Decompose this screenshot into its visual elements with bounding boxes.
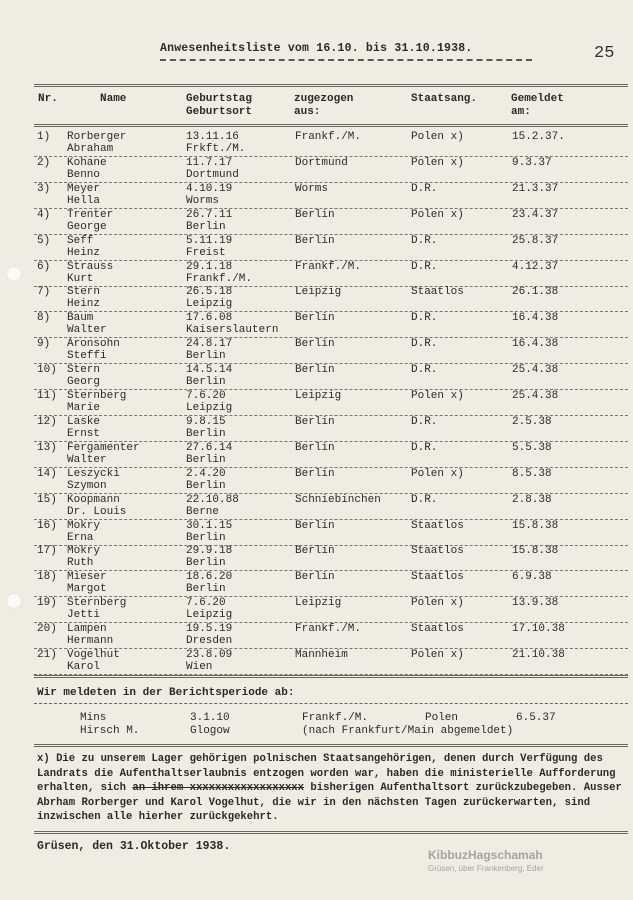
nationality: D.R. bbox=[411, 182, 438, 195]
firstname: Ruth bbox=[67, 557, 94, 570]
moved-from: Berlin bbox=[295, 467, 335, 480]
nationality: D.R. bbox=[411, 312, 438, 325]
firstname: Heinz bbox=[67, 246, 101, 259]
row-number: 17) bbox=[37, 545, 57, 558]
nationality: Staatlos bbox=[411, 545, 464, 558]
birthplace: Berlin bbox=[186, 479, 226, 492]
column-header-registered: Gemeldet am: bbox=[511, 93, 564, 118]
birthplace: Freist bbox=[186, 246, 226, 259]
table-top-rule bbox=[34, 84, 628, 87]
table-row bbox=[0, 312, 633, 338]
row-number: 6) bbox=[37, 260, 51, 273]
moved-from: Frankf./M. bbox=[295, 623, 362, 636]
firstname: Heinz bbox=[67, 298, 101, 311]
nationality: Staatlos bbox=[411, 519, 464, 532]
birthdate: 7.6.20 bbox=[186, 390, 226, 402]
moved-from: Berlin bbox=[295, 519, 335, 532]
table-row bbox=[0, 338, 633, 364]
nationality: Staatlos bbox=[411, 571, 464, 584]
table-bottom-rule bbox=[34, 675, 628, 678]
registered-date: 17.10.38 bbox=[512, 623, 565, 636]
birthdate: 7.6.20 bbox=[186, 597, 226, 610]
table-row bbox=[0, 209, 633, 235]
surname: Leszycki bbox=[67, 467, 120, 480]
firstname: Hella bbox=[67, 194, 101, 207]
birthdate: 11.7.17 bbox=[186, 156, 233, 169]
moved-from: Berlin bbox=[295, 545, 335, 558]
firstname: Steffi bbox=[67, 350, 107, 363]
birthplace: Dresden bbox=[186, 635, 233, 648]
row-number: 5) bbox=[37, 234, 51, 247]
table-row bbox=[0, 390, 633, 416]
registered-date: 16.4.38 bbox=[512, 312, 559, 325]
moved-from: Berlin bbox=[295, 338, 335, 351]
surname: Kohane bbox=[67, 156, 107, 169]
nationality: Polen x) bbox=[411, 390, 464, 402]
firstname: Karol bbox=[67, 661, 101, 673]
row-number: 18) bbox=[37, 571, 57, 584]
row-number: 4) bbox=[37, 208, 51, 221]
firstname: Jetti bbox=[67, 609, 101, 622]
moved-from: Berlin bbox=[295, 415, 335, 428]
birthdate: 9.8.15 bbox=[186, 415, 226, 428]
table-row bbox=[0, 571, 633, 597]
birthdate: 29.1.18 bbox=[186, 260, 233, 273]
birthplace: Berlin bbox=[186, 453, 226, 466]
birthdate: 26.5.18 bbox=[186, 286, 233, 299]
row-number: 20) bbox=[37, 623, 57, 636]
registered-date: 4.12.37 bbox=[512, 260, 559, 273]
surname: Strauss bbox=[67, 260, 114, 273]
birthplace: Berlin bbox=[186, 583, 226, 596]
table-row bbox=[0, 545, 633, 571]
departure-registered: 6.5.37 bbox=[516, 712, 556, 724]
row-number: 21) bbox=[37, 649, 57, 661]
moved-from: Berlin bbox=[295, 441, 335, 454]
table-row bbox=[0, 468, 633, 494]
moved-from: Berlin bbox=[295, 208, 335, 221]
moved-from: Berlin bbox=[295, 234, 335, 247]
moved-from: Berlin bbox=[295, 364, 335, 377]
nationality: Polen x) bbox=[411, 649, 464, 661]
table-row bbox=[0, 494, 633, 520]
departure-nationality: Polen bbox=[425, 712, 459, 724]
nationality: Polen x) bbox=[411, 597, 464, 610]
registered-date: 25.4.38 bbox=[512, 364, 559, 377]
row-number: 10) bbox=[37, 364, 57, 377]
birthplace: Berlin bbox=[186, 376, 226, 389]
surname: Stern bbox=[67, 286, 101, 299]
registered-date: 26.1.38 bbox=[512, 286, 559, 299]
column-header-birth: Geburtstag Geburtsort bbox=[186, 93, 253, 118]
birthdate: 17.6.08 bbox=[186, 312, 233, 325]
departure-birthplace: Glogow bbox=[190, 725, 230, 737]
birthdate: 18.6.20 bbox=[186, 571, 233, 584]
birthplace: Kaiserslautern bbox=[186, 324, 279, 337]
nationality: D.R. bbox=[411, 493, 438, 506]
surname: Seff bbox=[67, 234, 94, 247]
surname: Trenter bbox=[67, 208, 114, 221]
row-number: 16) bbox=[37, 519, 57, 532]
nationality: D.R. bbox=[411, 415, 438, 428]
table-row bbox=[0, 520, 633, 546]
moved-from: Dortmund bbox=[295, 156, 348, 169]
firstname: Marie bbox=[67, 402, 101, 414]
table-row bbox=[0, 442, 633, 468]
footnote-struck-text: an ihrem xxxxxxxxxxxxxxxxxx bbox=[132, 782, 305, 794]
moved-from: Schniebinchen bbox=[295, 493, 381, 506]
birthdate: 22.10.88 bbox=[186, 493, 239, 506]
row-number: 15) bbox=[37, 493, 57, 506]
nationality: D.R. bbox=[411, 441, 438, 454]
firstname: Walter bbox=[67, 453, 107, 466]
surname: Baum bbox=[67, 312, 94, 325]
surname: Mokry bbox=[67, 519, 101, 532]
birthdate: 13.11.16 bbox=[186, 131, 239, 143]
moved-from: Frankf./M. bbox=[295, 260, 362, 273]
footnote bbox=[37, 752, 629, 825]
surname: Aronsohn bbox=[67, 338, 120, 351]
registered-date: 21.3.37 bbox=[512, 182, 559, 195]
registered-date: 21.10.38 bbox=[512, 649, 565, 661]
table-row bbox=[0, 286, 633, 312]
moved-from: Leipzig bbox=[295, 597, 342, 610]
birthdate: 24.8.17 bbox=[186, 338, 233, 351]
row-number: 2) bbox=[37, 156, 51, 169]
table-row bbox=[0, 597, 633, 623]
birthplace: Berlin bbox=[186, 557, 226, 570]
surname: Sternberg bbox=[67, 597, 127, 610]
surname: Stern bbox=[67, 364, 101, 377]
table-row bbox=[0, 183, 633, 209]
firstname: Georg bbox=[67, 376, 101, 389]
moved-from: Berlin bbox=[295, 571, 335, 584]
surname: Meyer bbox=[67, 182, 101, 195]
registered-date: 9.3.37 bbox=[512, 156, 552, 169]
birthplace: Berlin bbox=[186, 350, 226, 363]
birthplace: Leipzig bbox=[186, 298, 233, 311]
firstname: Abraham bbox=[67, 143, 114, 155]
firstname: Hermann bbox=[67, 635, 114, 648]
table-row bbox=[0, 364, 633, 390]
firstname: Szymon bbox=[67, 479, 107, 492]
birthplace: Frankf./M. bbox=[186, 272, 253, 285]
surname: Vogelhut bbox=[67, 649, 120, 661]
surname: Fergamenter bbox=[67, 441, 140, 454]
nationality: D.R. bbox=[411, 234, 438, 247]
birthdate: 26.7.11 bbox=[186, 208, 233, 221]
column-header-nr: Nr. bbox=[38, 93, 58, 105]
row-number: 11) bbox=[37, 390, 57, 402]
surname: Laske bbox=[67, 415, 101, 428]
nationality: Staatlos bbox=[411, 286, 464, 299]
registered-date: 15.8.38 bbox=[512, 519, 559, 532]
moved-from: Leipzig bbox=[295, 390, 342, 402]
nationality: Polen x) bbox=[411, 156, 464, 169]
birthplace: Leipzig bbox=[186, 609, 233, 622]
birthdate: 2.4.20 bbox=[186, 467, 226, 480]
moved-from: Berlin bbox=[295, 312, 335, 325]
row-number: 1) bbox=[37, 131, 51, 143]
birthplace: Berlin bbox=[186, 427, 226, 440]
birthdate: 29.9.18 bbox=[186, 545, 233, 558]
stamp-line1: KibbuzHagschamah bbox=[428, 848, 543, 862]
departure-surname: Mins bbox=[80, 712, 107, 724]
registered-date: 15.8.38 bbox=[512, 545, 559, 558]
signoff-date: Grüsen, den 31.Oktober 1938. bbox=[37, 840, 231, 853]
row-number: 9) bbox=[37, 338, 51, 351]
moved-from: Frankf./M. bbox=[295, 131, 362, 143]
birthplace: Worms bbox=[186, 194, 220, 207]
row-number: 7) bbox=[37, 286, 51, 299]
moved-from: Mannheim bbox=[295, 649, 348, 661]
firstname: Erna bbox=[67, 531, 94, 544]
birthdate: 19.5.19 bbox=[186, 623, 233, 636]
row-number: 3) bbox=[37, 182, 51, 195]
firstname: Ernst bbox=[67, 427, 101, 440]
firstname: George bbox=[67, 220, 107, 233]
table-row bbox=[0, 235, 633, 261]
footnote-prefix: x) Die zu unserem Lager gehörigen polnischen Staatsangehörigen, denen durch Verfügung des Landrats die Aufenthaltserlaubnis entzogen worden war, haben die ministerielle Aufforderung erhalten, sich bbox=[37, 753, 616, 794]
footnote-top-rule bbox=[34, 744, 628, 747]
registered-date: 16.4.38 bbox=[512, 338, 559, 351]
firstname: Walter bbox=[67, 324, 107, 337]
nationality: Polen x) bbox=[411, 208, 464, 221]
registered-date: 8.5.38 bbox=[512, 467, 552, 480]
column-header-moved-from: zugezogen aus: bbox=[294, 93, 354, 118]
footnote-suffix: bisherigen Aufenthaltsort zurückzubegeben. Ausser Abrham Rorberger und Karol Vogelhut, die wir in den nächsten Tagen zurückerwarten, sind inzwischen alle hierher zurückgekehrt. bbox=[37, 782, 622, 823]
firstname: Benno bbox=[67, 168, 101, 181]
surname: Rorberger bbox=[67, 131, 127, 143]
surname: Sternberg bbox=[67, 390, 127, 402]
table-row bbox=[0, 649, 633, 675]
birthplace: Berne bbox=[186, 505, 220, 518]
birthplace: Berlin bbox=[186, 531, 226, 544]
table-row bbox=[0, 131, 633, 157]
title-underline bbox=[160, 59, 532, 61]
surname: Lampen bbox=[67, 623, 107, 636]
table-row bbox=[0, 261, 633, 287]
registered-date: 5.5.38 bbox=[512, 441, 552, 454]
birthdate: 5.11.19 bbox=[186, 234, 233, 247]
birthplace: Dortmund bbox=[186, 168, 239, 181]
stamp-line2: Grüsen, über Frankenberg, Eder bbox=[428, 864, 544, 873]
departures-rule bbox=[34, 703, 628, 704]
departures-heading: Wir meldeten in der Berichtsperiode ab: bbox=[37, 687, 295, 699]
surname: Mokry bbox=[67, 545, 101, 558]
nationality: Staatlos bbox=[411, 623, 464, 636]
birthdate: 4.10.19 bbox=[186, 182, 233, 195]
departure-from: Frankf./M. bbox=[302, 712, 369, 724]
column-header-nationality: Staatsang. bbox=[411, 93, 478, 105]
organization-stamp bbox=[428, 848, 544, 873]
firstname: Dr. Louis bbox=[67, 505, 127, 518]
surname: Mieser bbox=[67, 571, 107, 584]
firstname: Margot bbox=[67, 583, 107, 596]
registered-date: 23.4.37 bbox=[512, 208, 559, 221]
birthplace: Berlin bbox=[186, 220, 226, 233]
header-bottom-rule bbox=[34, 124, 628, 127]
nationality: D.R. bbox=[411, 364, 438, 377]
page-number: 25 bbox=[594, 44, 615, 63]
row-number: 8) bbox=[37, 312, 51, 325]
row-number: 13) bbox=[37, 441, 57, 454]
row-number: 12) bbox=[37, 415, 57, 428]
registered-date: 15.2.37. bbox=[512, 131, 565, 143]
nationality: Polen x) bbox=[411, 131, 464, 143]
moved-from: Worms bbox=[295, 182, 329, 195]
firstname: Kurt bbox=[67, 272, 94, 285]
nationality: D.R. bbox=[411, 260, 438, 273]
registered-date: 13.9.38 bbox=[512, 597, 559, 610]
document-title: Anwesenheitsliste vom 16.10. bis 31.10.1938. bbox=[160, 42, 473, 55]
moved-from: Leipzig bbox=[295, 286, 342, 299]
birthdate: 30.1.15 bbox=[186, 519, 233, 532]
table-row bbox=[0, 416, 633, 442]
birthdate: 27.6.14 bbox=[186, 441, 233, 454]
column-header-name: Name bbox=[100, 93, 127, 105]
row-number: 14) bbox=[37, 467, 57, 480]
departure-firstname: Hirsch M. bbox=[80, 725, 140, 737]
nationality: Polen x) bbox=[411, 467, 464, 480]
departure-birthdate: 3.1.10 bbox=[190, 712, 230, 724]
birthdate: 23.8.09 bbox=[186, 649, 233, 661]
registered-date: 2.5.38 bbox=[512, 415, 552, 428]
registered-date: 6.9.38 bbox=[512, 571, 552, 584]
nationality: D.R. bbox=[411, 338, 438, 351]
table-row bbox=[0, 623, 633, 649]
birthdate: 14.5.14 bbox=[186, 364, 233, 377]
row-number: 19) bbox=[37, 597, 57, 610]
registered-date: 2.8.38 bbox=[512, 493, 552, 506]
birthplace: Frkft./M. bbox=[186, 143, 246, 155]
registered-date: 25.8.37 bbox=[512, 234, 559, 247]
birthplace: Leipzig bbox=[186, 402, 233, 414]
surname: Koopmann bbox=[67, 493, 120, 506]
birthplace: Wien bbox=[186, 661, 213, 673]
registered-date: 25.4.38 bbox=[512, 390, 559, 402]
departure-note: (nach Frankfurt/Main abgemeldet) bbox=[302, 725, 514, 737]
footnote-bottom-rule bbox=[34, 831, 628, 834]
table-row bbox=[0, 157, 633, 183]
